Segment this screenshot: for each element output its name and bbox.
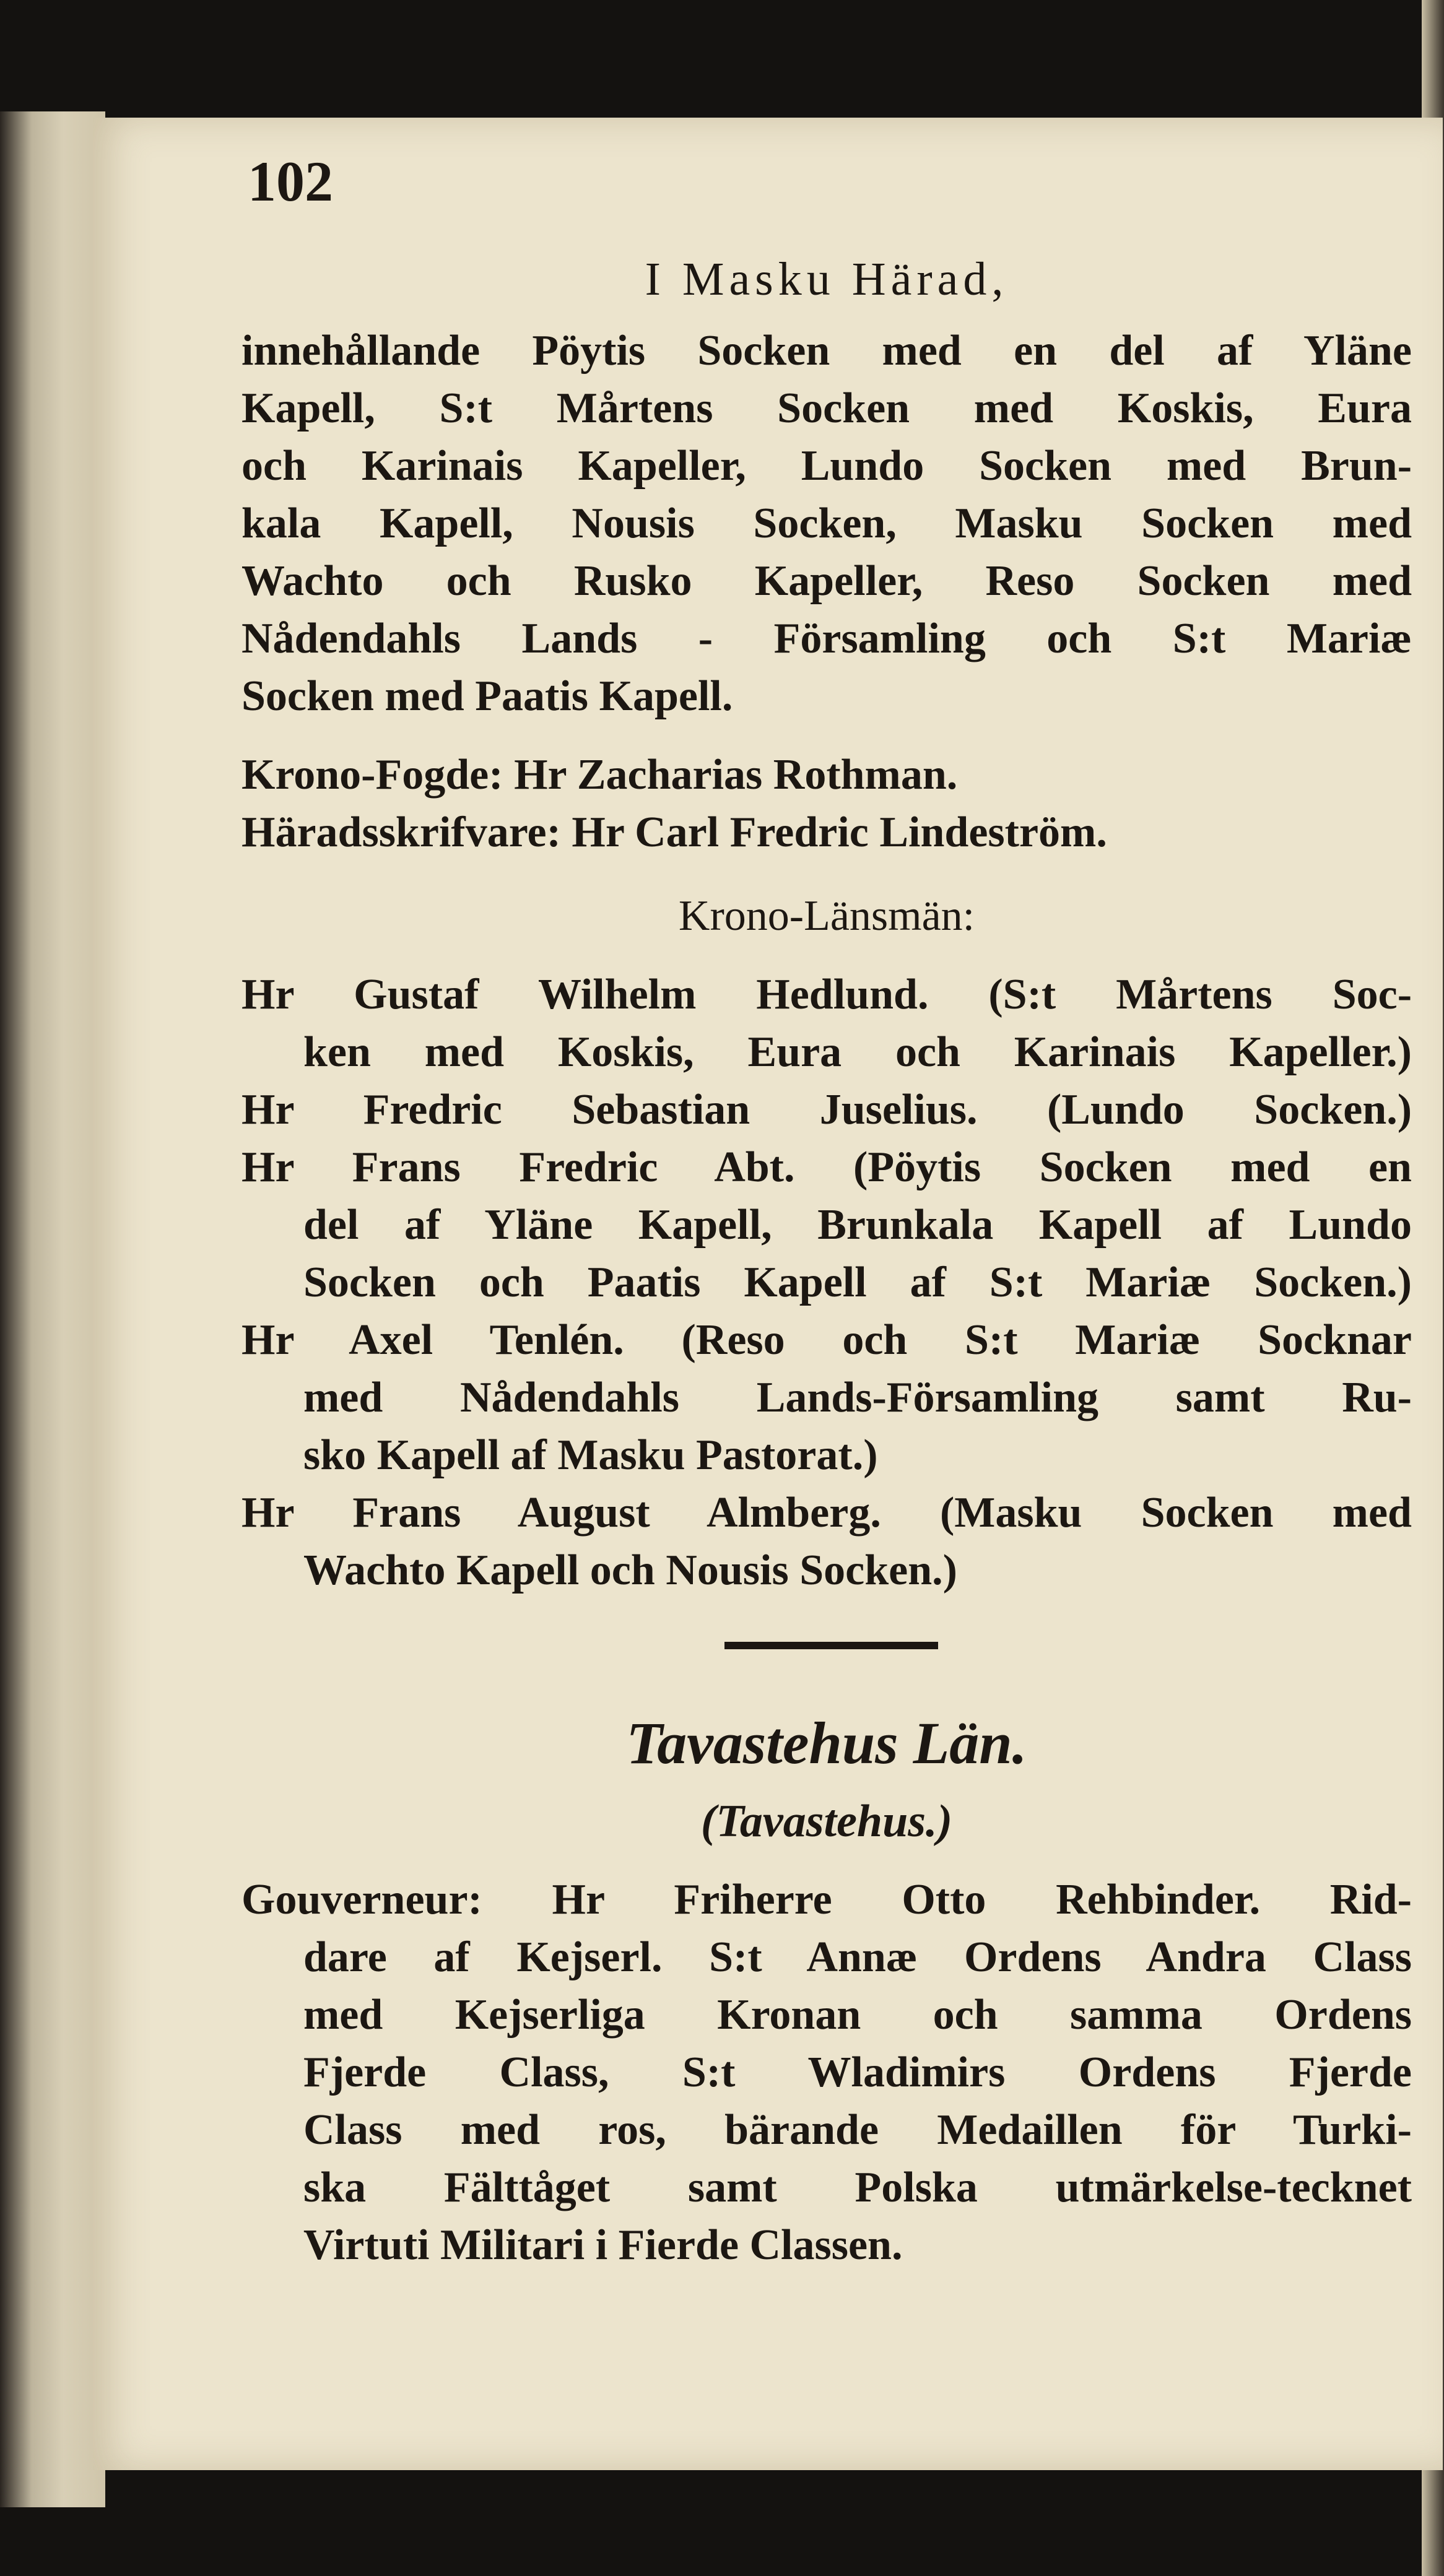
lansman-line: Hr Frans August Almberg. (Masku Socken med [241, 1489, 1412, 1537]
officials-list [241, 746, 1412, 861]
lan-title: Tavastehus Län. [626, 1710, 1027, 1776]
intro-line: och Karinais Kapeller, Lundo Socken med Brun- [241, 442, 1412, 490]
intro-line: Kapell, S:t Mårtens Socken med Koskis, Eura [241, 384, 1412, 432]
page-number: 102 [248, 150, 333, 213]
section-heading: I Masku Härad, [645, 253, 1009, 305]
lansman-line: Hr Axel Tenlén. (Reso och S:t Mariæ Socknar [241, 1316, 1412, 1364]
intro-line: Socken med Paatis Kapell. [241, 672, 733, 720]
lansman-line: Wachto Kapell och Nousis Socken.) [303, 1546, 957, 1594]
lan-subtitle: (Tavastehus.) [700, 1796, 953, 1847]
gouverneur-line: Fjerde Class, S:t Wladimirs Ordens Fjerde [303, 2049, 1412, 2096]
lansman-line: Hr Frans Fredric Abt. (Pöytis Socken med en [241, 1143, 1412, 1191]
lansman-line: del af Yläne Kapell, Brunkala Kapell af Lundo [303, 1201, 1412, 1249]
official-entry: Krono-Fogde: Hr Zacharias Rothman. [241, 751, 958, 799]
gouverneur-line: Virtuti Militari i Fierde Classen. [303, 2221, 903, 2269]
lansman-line: sko Kapell af Masku Pastorat.) [303, 1431, 878, 1479]
intro-line: Wachto och Rusko Kapeller, Reso Socken med [241, 557, 1412, 605]
lansman-line: Hr Fredric Sebastian Juselius. (Lundo Socken.) [241, 1086, 1412, 1134]
gouverneur-line: med Kejserliga Kronan och samma Ordens [303, 1991, 1412, 2039]
gouverneur-line: Class med ros, bärande Medaillen för Turki- [303, 2106, 1412, 2154]
krono-lansman-heading: Krono-Länsmän: [678, 892, 975, 940]
book-edge-left [0, 111, 105, 2507]
lansman-line: med Nådendahls Lands-Församling samt Ru- [303, 1374, 1412, 1421]
intro-paragraph [241, 322, 1412, 725]
lansman-line: Hr Gustaf Wilhelm Hedlund. (S:t Mårtens Soc- [241, 971, 1412, 1018]
lansman-line: ken med Koskis, Eura och Karinais Kapeller.) [303, 1028, 1412, 1076]
intro-line: kala Kapell, Nousis Socken, Masku Socken med [241, 500, 1412, 547]
intro-line: innehållande Pöytis Socken med en del af Yläne [241, 327, 1412, 375]
gouverneur-paragraph [241, 1871, 1412, 2274]
lansman-line: Socken och Paatis Kapell af S:t Mariæ Socken.) [303, 1259, 1412, 1306]
lansman-list [241, 966, 1412, 1599]
gouverneur-line: dare af Kejserl. S:t Annæ Ordens Andra Class [303, 1933, 1412, 1981]
official-entry: Häradsskrifvare: Hr Carl Fredric Lindeström. [241, 809, 1107, 856]
section-divider [724, 1642, 938, 1649]
gouverneur-line: Gouverneur: Hr Friherre Otto Rehbinder. Rid- [241, 1876, 1412, 1923]
intro-line: Nådendahls Lands - Församling och S:t Mariæ [241, 615, 1412, 662]
gouverneur-line: ska Fälttåget samt Polska utmärkelse-tecknet [303, 2164, 1412, 2211]
